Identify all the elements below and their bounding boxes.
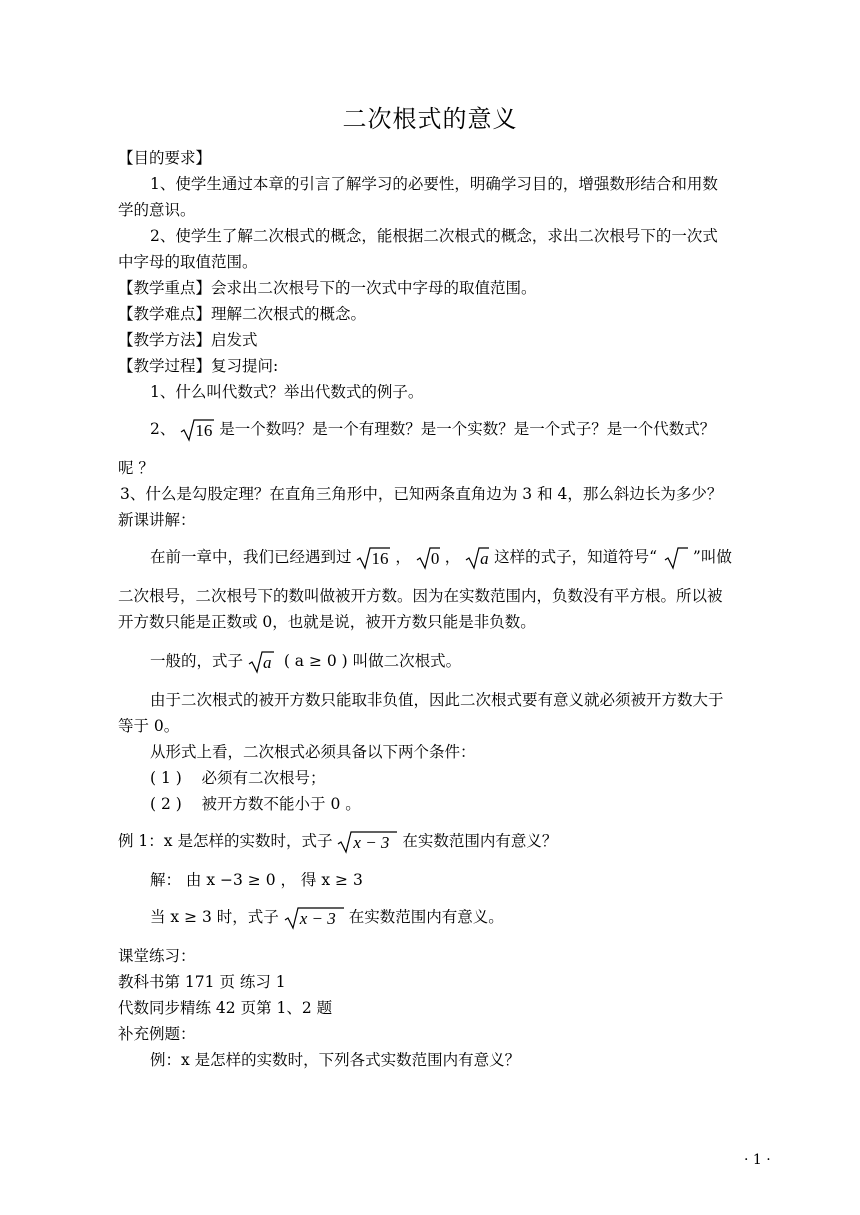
objectives-heading: 【目的要求】	[118, 149, 212, 167]
sqrt-a-expression	[248, 650, 274, 674]
form-statement: 从形式上看，二次根式必须具备以下两个条件：	[150, 743, 476, 761]
sqrt-a-expression	[465, 546, 489, 570]
definition-text-a: 一般的，式子	[150, 652, 244, 670]
radicand: 16	[195, 421, 213, 440]
conclusion-text-b: 在实数范围内有意义。	[348, 908, 504, 926]
page-number: · 1 ·	[744, 1152, 771, 1168]
key-point: 【教学重点】会求出二次根号下的一次式中字母的取值范围。	[118, 279, 537, 297]
condition-2	[150, 794, 361, 814]
radicand: 0	[430, 549, 440, 568]
radicand: a	[262, 653, 272, 672]
teaching-method: 【教学方法】启发式	[118, 331, 258, 349]
supplementary-example: 例：x 是怎样的实数时，下列各式实数范围内有意义？	[150, 1051, 521, 1069]
new-lesson-heading: 新课讲解：	[118, 511, 196, 529]
textbook-exercise: 教科书第 171 页 练习 1	[118, 973, 286, 991]
sqrt-16-expression	[356, 546, 390, 570]
question-2	[150, 418, 715, 442]
page-title: 二次根式的意义	[342, 105, 518, 133]
example-1-text-b: 在实数范围内有意义？	[402, 832, 558, 850]
radicand: a	[480, 549, 489, 568]
question-2-number: 2、	[150, 420, 176, 438]
objective-1-line-1: 1、使学生通过本章的引言了解学习的必要性，明确学习目的，增强数形结合和用数	[150, 175, 718, 193]
condition-2-number: ( 2 )	[150, 795, 182, 813]
radical-sign-icon	[662, 546, 688, 570]
radical-symbol	[662, 546, 688, 570]
objective-2-line-2: 中字母的取值范围。	[118, 253, 258, 271]
solution: 解： 由 x −3 ≥ 0 ， 得 x ≥ 3	[150, 871, 363, 889]
example-1-text-a: 例 1：x 是怎样的实数时，式子	[118, 832, 333, 850]
intro-text-a: 在前一章中，我们已经遇到过	[150, 548, 352, 566]
sqrt-x-minus-3-expression	[337, 830, 397, 854]
objective-2-line-1: 2、使学生了解二次根式的概念，能根据二次根式的概念，求出二次根号下的一次式	[150, 227, 718, 245]
teaching-process: 【教学过程】复习提问:	[118, 357, 279, 375]
radicand: 16	[371, 549, 389, 568]
sqrt-x-minus-3-expression	[284, 906, 344, 930]
definition-condition: ( a ≥ 0 )	[283, 652, 348, 670]
conclusion-text-a: 当 x ≥ 3 时，式子	[150, 908, 279, 926]
intro-line-2: 二次根号，二次根号下的数叫做被开方数。因为在实数范围内，负数没有平方根。所以被	[118, 587, 723, 605]
example-1	[118, 830, 557, 854]
question-3: 3、什么是勾股定理？在直角三角形中，已知两条直角边为 3 和 4，那么斜边长为多少？	[120, 485, 723, 503]
condition-2-text: 被开方数不能小于 0 。	[201, 795, 361, 813]
sqrt-16-expression	[180, 418, 214, 442]
supplementary-heading: 补充例题：	[118, 1025, 196, 1043]
meaning-line-2: 等于 0。	[118, 717, 180, 735]
conclusion	[150, 906, 504, 930]
intro-text-b: 这样的式子，知道符号“	[494, 548, 658, 566]
question-1: 1、什么叫代数式？举出代数式的例子。	[150, 383, 424, 401]
workbook-exercise: 代数同步精练 42 页第 1、2 题	[118, 999, 333, 1017]
condition-1-text: 必须有二次根号；	[201, 769, 326, 787]
intro-line-3: 开方数只能是正数或 0，也就是说，被开方数只能是非负数。	[118, 613, 536, 631]
objective-1-line-2: 学的意识。	[118, 201, 196, 219]
definition-text-b: 叫做二次根式。	[352, 652, 462, 670]
condition-1-number: ( 1 )	[150, 769, 182, 787]
question-2-text: 是一个数吗？是一个有理数？是一个实数？是一个式子？是一个代数式？	[219, 420, 716, 438]
intro-text-c: ”叫做	[692, 548, 732, 566]
definition	[150, 650, 461, 674]
difficulty: 【教学难点】理解二次根式的概念。	[118, 305, 367, 323]
condition-1	[150, 768, 326, 788]
question-2-end: 呢 ？	[118, 459, 154, 477]
sqrt-0-expression	[416, 546, 440, 570]
meaning-line-1: 由于二次根式的被开方数只能取非负值，因此二次根式要有意义就必须被开方数大于	[150, 691, 724, 709]
intro-line-1: 在前一章中，我们已经遇到过 16 ， 0 ， a 这样的式子，知道符号“ ”叫做	[150, 548, 732, 568]
radicand: x − 3	[353, 833, 390, 852]
radicand: x − 3	[299, 909, 336, 928]
practice-heading: 课堂练习：	[118, 947, 196, 965]
